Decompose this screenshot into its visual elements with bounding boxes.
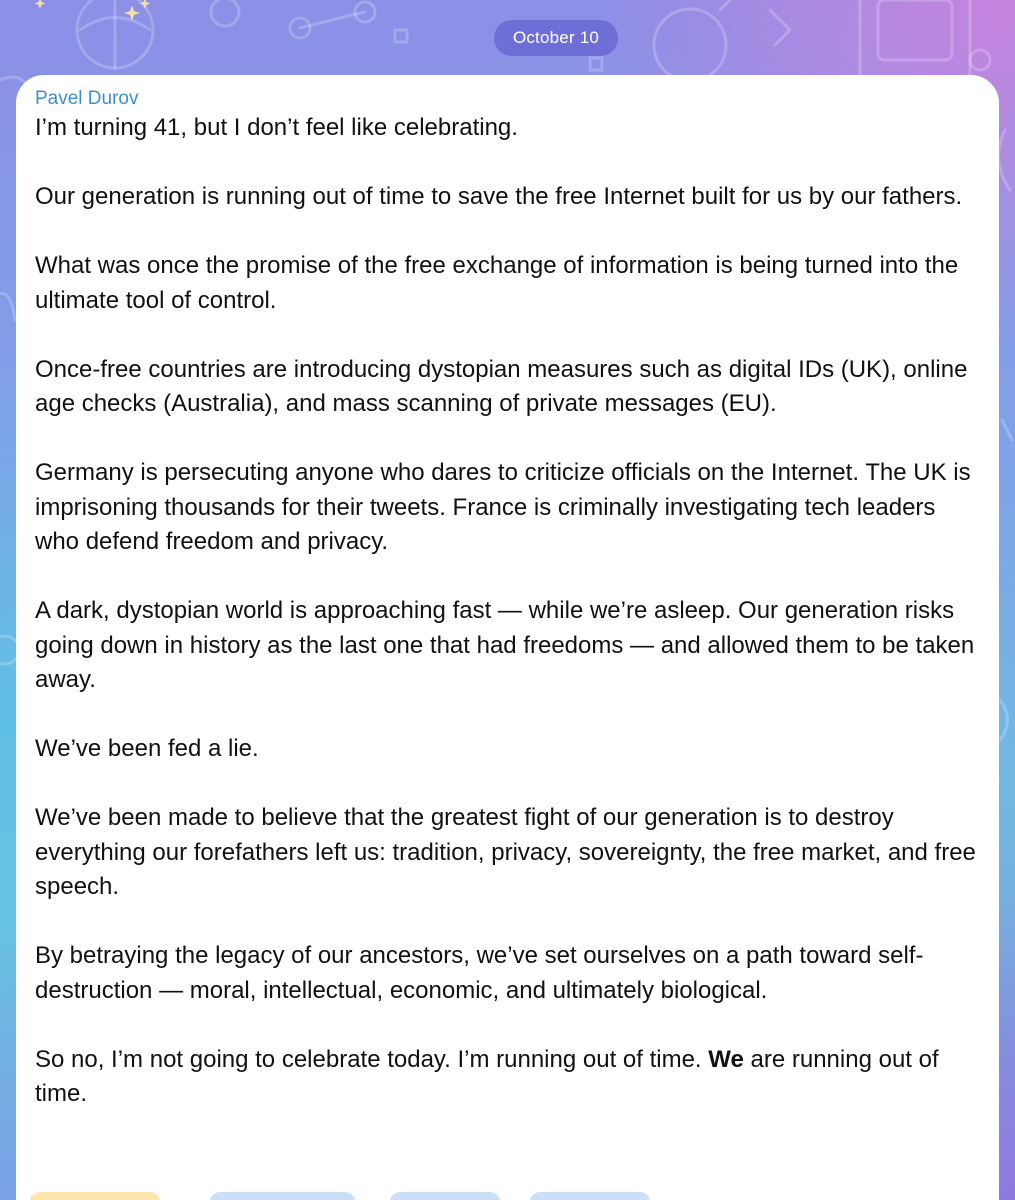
message-final-paragraph [35, 1043, 979, 1112]
reaction-chip[interactable] [390, 1192, 500, 1200]
final-text-start: So no, I’m not going to celebrate today. I’m running out of time. [35, 1045, 709, 1073]
message-sender-name[interactable]: Pavel Durov [35, 88, 139, 109]
message-paragraph: What was once the promise of the free exchange of information is being turned into the ultimate tool of control. [35, 252, 959, 314]
date-separator: October 10 [494, 20, 618, 56]
reaction-chip[interactable] [530, 1192, 650, 1200]
final-text-end: are running out of time. [35, 1045, 939, 1107]
message-text [35, 111, 979, 1112]
reaction-chip[interactable] [30, 1192, 160, 1200]
message-paragraph: By betraying the legacy of our ancestors, we’ve set ourselves on a path toward self-destruction — moral, intellectual, economic, and ultimately biological. [35, 942, 924, 1004]
message-bubble[interactable] [16, 75, 999, 1200]
message-paragraph: A dark, dystopian world is approaching fast — while we’re asleep. Our generation risks going down in history as the last one that had freedoms — and allowed them to be taken away. [35, 597, 975, 693]
message-paragraph: We’ve been fed a lie. [35, 735, 259, 762]
message-paragraph: Germany is persecuting anyone who dares to criticize officials on the Internet. The UK is imprisoning thousands for their tweets. France is criminally investigating tech leaders who defend freedom and privacy. [35, 459, 971, 555]
message-paragraph: We’ve been made to believe that the greatest fight of our generation is to destroy everything our forefathers left us: tradition, privacy, sovereignty, the free market, and free speech. [35, 804, 976, 900]
message-paragraph: Our generation is running out of time to save the free Internet built for us by our fathers. [35, 183, 963, 210]
message-paragraph: I’m turning 41, but I don’t feel like celebrating. [35, 114, 518, 141]
message-paragraph: Once-free countries are introducing dystopian measures such as digital IDs (UK), online age checks (Australia), and mass scanning of private messages (EU). [35, 355, 968, 417]
emphasized-word: We [708, 1045, 744, 1073]
reactions-row [30, 1192, 730, 1200]
reaction-chip[interactable] [210, 1192, 355, 1200]
